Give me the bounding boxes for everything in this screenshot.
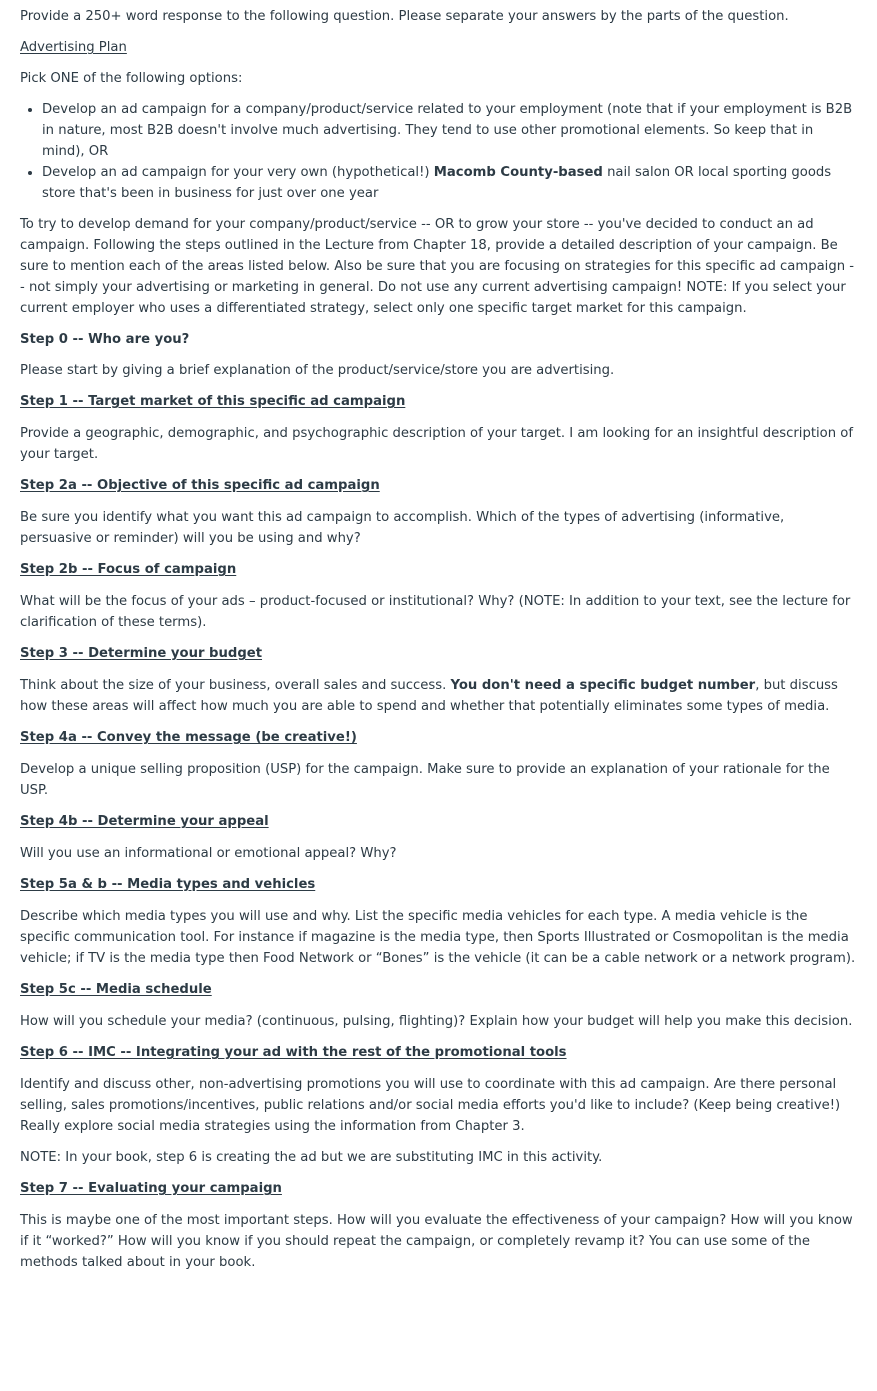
step7-text: This is maybe one of the most important steps. How will you evaluate the effectiveness of your campaign? How will you know if it “worked?” How will you know if you should repeat the campaign, or completely revamp it? You can use some of the methods talked about in your book. [20, 1213, 853, 1270]
step3-text-post: , but discuss how these areas will affect how much you are able to spend and whether that potentially eliminates some types of media. [20, 678, 838, 714]
step3-text [20, 675, 857, 717]
option-hypothetical-post: nail salon OR local sporting goods store that's been in business for just over one year [42, 165, 832, 201]
step7-title: Step 7 -- Evaluating your campaign [20, 1181, 282, 1196]
option-hypothetical-pre: Develop an ad campaign for your very own (hypothetical!) [42, 165, 434, 180]
step3-text-pre: Think about the size of your business, overall sales and success. [20, 678, 451, 693]
step5ab-text: Describe which media types you will use and why. List the specific media vehicles for each type. A media vehicle is the specific communication tool. For instance if magazine is the media type, then Sports Illustrated or Cosmopolitan is the media vehicle; if TV is the media type then Food Network or “Bones” is the vehicle (it can be a cable network or a network program). [20, 909, 856, 966]
step6-note: NOTE: In your book, step 6 is creating the ad but we are substituting IMC in this activity. [20, 1150, 603, 1165]
step6-text: Identify and discuss other, non-advertising promotions you will use to coordinate with this ad campaign. Are there personal selling, sales promotions/incentives, public relations and/or social media efforts you'd like to include? (Keep being creative!) Really explore social media strategies using the information from Chapter 3. [20, 1077, 841, 1134]
step0-text: Please start by giving a brief explanation of the product/service/store you are advertising. [20, 363, 615, 378]
step1-text: Provide a geographic, demographic, and psychographic description of your target. I am looking for an insightful description of your target. [20, 426, 853, 462]
step4b-title: Step 4b -- Determine your appeal [20, 814, 269, 829]
step3-title: Step 3 -- Determine your budget [20, 646, 263, 661]
intro-text: Provide a 250+ word response to the following question. Please separate your answers by the parts of the question. [20, 9, 789, 24]
options-list [20, 99, 857, 204]
step5ab-title: Step 5a & b -- Media types and vehicles [20, 877, 316, 892]
option-hypothetical-bold: Macomb County-based [433, 165, 603, 180]
step2b-title: Step 2b -- Focus of campaign [20, 562, 237, 577]
option-hypothetical [42, 162, 857, 204]
step5c-title: Step 5c -- Media schedule [20, 982, 212, 997]
step2b-text: What will be the focus of your ads – product-focused or institutional? Why? (NOTE: In addition to your text, see the lecture for clarification of these terms). [20, 594, 851, 630]
step2a-title: Step 2a -- Objective of this specific ad campaign [20, 478, 380, 493]
step4b-text: Will you use an informational or emotional appeal? Why? [20, 846, 397, 861]
step1-title: Step 1 -- Target market of this specific ad campaign [20, 394, 406, 409]
step6-title: Step 6 -- IMC -- Integrating your ad with the rest of the promotional tools [20, 1045, 567, 1060]
pick-instruction: Pick ONE of the following options: [20, 71, 243, 86]
step5c-text: How will you schedule your media? (continuous, pulsing, flighting)? Explain how your budget will help you make this decision. [20, 1014, 853, 1029]
step2a-text: Be sure you identify what you want this ad campaign to accomplish. Which of the types of advertising (informative, persuasive or reminder) will you be using and why? [20, 510, 785, 546]
context-paragraph: To try to develop demand for your company/product/service -- OR to grow your store -- you've decided to conduct an ad campaign. Following the steps outlined in the Lecture from Chapter 18, provide a detailed description of your campaign. Be sure to mention each of the areas listed below. Also be sure that you are focusing on strategies for this specific ad campaign -- not simply your advertising or marketing in general. Do not use any current advertising campaign! NOTE: If you select your current employer who uses a differentiated strategy, select only one specific target market for this campaign. [20, 217, 855, 316]
step4a-text: Develop a unique selling proposition (USP) for the campaign. Make sure to provide an explanation of your rationale for the USP. [20, 762, 830, 798]
step4a-title: Step 4a -- Convey the message (be creative!) [20, 730, 357, 745]
option-employment: • Develop an ad campaign for a company/product/service related to your employment (note that if your employment is B2B in nature, most B2B doesn't involve much advertising. They tend to use other promotional elements. So keep that in mind), OR [42, 99, 857, 162]
plan-title: Advertising Plan [20, 40, 127, 55]
step0-title: Step 0 -- Who are you? [20, 332, 190, 347]
step3-text-bold: You don't need a specific budget number [450, 678, 756, 693]
